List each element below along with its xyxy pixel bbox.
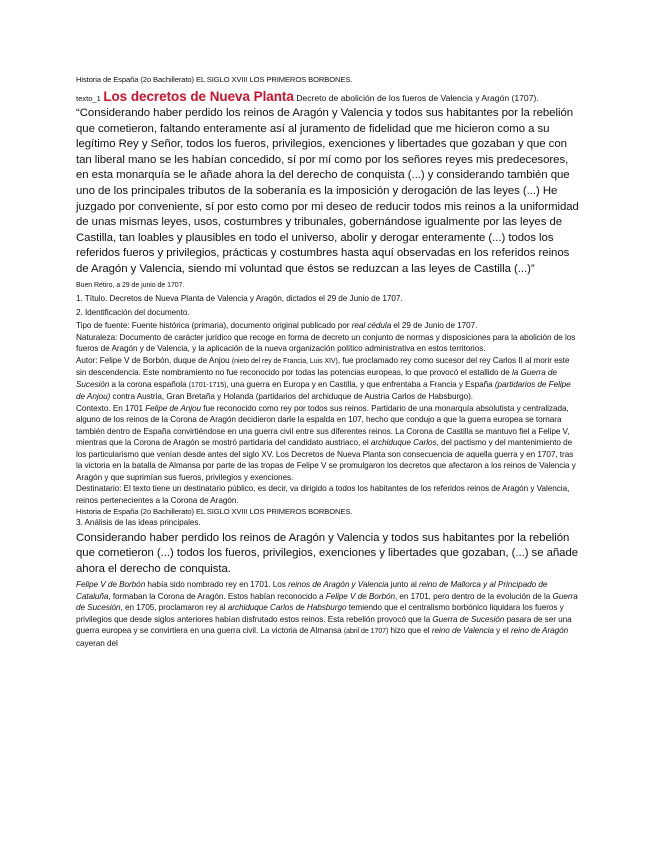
section-analysis: 3. Análisis de las ideas principales. [76,518,201,528]
autor: Autor: Felipe V de Borbón, duque de Anjou (nieto del rey de Francia, Luis XIV), fue proclamado rey como sucesor del rey Carlos II al morir este sin descendencia. Este nombramiento no fue reconocido por todas las potencias europeas, lo que provocó el estallido de la Guerra de Sucesión a la corona española (1701-1715), una guerra en Europa y en Castilla, y que enfrentaba a Francia y España (partidarios de Felipe de Anjou) contra Austria, Gran Bretaña y Holanda (partidarios del archiduque de Austria Carlos de Habsburgo). [76,355,571,402]
page-header-repeat: Historia de España (2o Bachillerato) EL SIGLO XVIII LOS PRIMEROS BORBONES. [76,507,353,517]
decree-quote: “Considerando haber perdido los reinos de Aragón y Valencia y todos sus habitantes por la rebelión que cometieron, faltando enteramente así al juramento de fidelidad que me hicieron como a su legítimo Rey y Señor, todos los fueros, privilegios, exenciones y libertades que gozaban y que con tan liberal mano se les habían concedido, sí por mí como por los señores reyes mis predecesores, en esta monarquía se le añade ahora la del derecho de conquista (...) y considerando también que uno de los principales tributos de la soberanía es la imposición y derogación de las leyes (...) He juzgado por conveniente, sí por esto como por mi deseo de reducir todos mis reinos a la uniformidad de unas mismas leyes, usos, costumbres y tribunales, gobernándose igualmente por las leyes de Castilla, tan loables y plausibles en todo el universo, abolir y derogar enteramente (...) todos los referidos fueros y privilegios, prácticas y costumbres hasta aquí observadas en los referidos reinos de Aragón y Valencia, siendo mi voluntad que éstos se reduzcan a las leyes de Castilla (...)” [76,107,579,275]
page-header: Historia de España (2o Bachillerato) EL SIGLO XVIII LOS PRIMEROS BORBONES. [76,75,353,84]
tipo-de-fuente: Tipo de fuente: Fuente histórica (primaria), documento original publicado por real cédula el 29 de Junio de 1707. [76,321,478,331]
text-title-line [76,91,581,104]
document-title: Los decretos de Nueva Planta [103,89,294,104]
naturaleza: Naturaleza: Documento de carácter jurídico que recoge en forma de decreto un conjunto de normas y disposiciones para la abolición de los fueros de Aragón y de Valencia, y la aplicación de la nueva organización político administrativa en estos territorios. [76,332,576,354]
section-identification: 2. Identificación del documento. [76,307,190,317]
document-subtitle: Decreto de abolición de los fueros de Valencia y Aragón (1707). [296,93,539,103]
destinatario: Destinatario: El texto tiene un destinatario público, es decir, va dirigido a todos los habitantes de los referidos reinos de Aragón y Valencia, reinos pertenecientes a la Corona de Aragón. [76,484,570,505]
analysis-paragraph: Felipe V de Borbón había sido nombrado rey en 1701. Los reinos de Aragón y Valencia junto al reino de Mallorca y al Principado de Cataluña, formaban la Corona de Aragón. Estos habían reconocido a Felipe V de Borbón, en 1701, pero dentro de la evolución de la Guerra de Sucesión, en 1705, proclamaron rey al archiduque Carlos de Habsburgo temiendo que el centralismo borbónico liquidara los fueros y privilegios que desde siglos anteriores habían disfrutado estos reinos. Esta rebelión provocó que la Guerra de Sucesión pasara de ser una guerra europea y se convirtiera en una guerra civil. La victoria de Almansa (abril de 1707) hizo que el reino de Valencia y el reino de Aragón cayeran del [76,580,578,648]
section-title: 1. Título. Decretos de Nueva Planta de Valencia y Aragón, dictados el 29 de Junio de 1707. [76,294,403,304]
signature-line: Buen Retiro, a 29 de junio de 1707. [76,281,185,289]
document-page [76,74,581,649]
text-code: texto_1 [76,94,101,103]
analysis-quote: Considerando haber perdido los reinos de Aragón y Valencia y todos sus habitantes por la rebelión que cometieron (...) todos los fueros, privilegios, exenciones y libertades que gozaban, (...) se añade ahora el derecho de conquista. [76,531,579,575]
contexto: Contexto. En 1701 Felipe de Anjou fue reconocido como rey por todos sus reinos. Partidario de una monarquía absolutista y centralizada, alguno de los reinos de la Corona de Aragón decidieron darle la espalda en 107, hecho que condujo a que la guerra europea se tornara también dentro de España convirtiéndose en una guerra civil entre sus diferentes reinos. La Corona de Castilla se mantuvo fiel a Felipe V, mientras que la Corona de Aragón se mostró partidaria del candidato austriaco, el archiduque Carlos, del pactismo y del mantenimiento de los particularismo que venían desde antes del siglo XV. Los Decretos de Nueva Planta son consecuencia de aquella guerra y en 1707, tras la victoria en la batalla de Almansa por parte de las tropas de Felipe V se promulgaron los decretos que afectaron a los reinos de Valencia y Aragón y que suprimían sus fueros, privilegios y exenciones. [76,403,576,482]
